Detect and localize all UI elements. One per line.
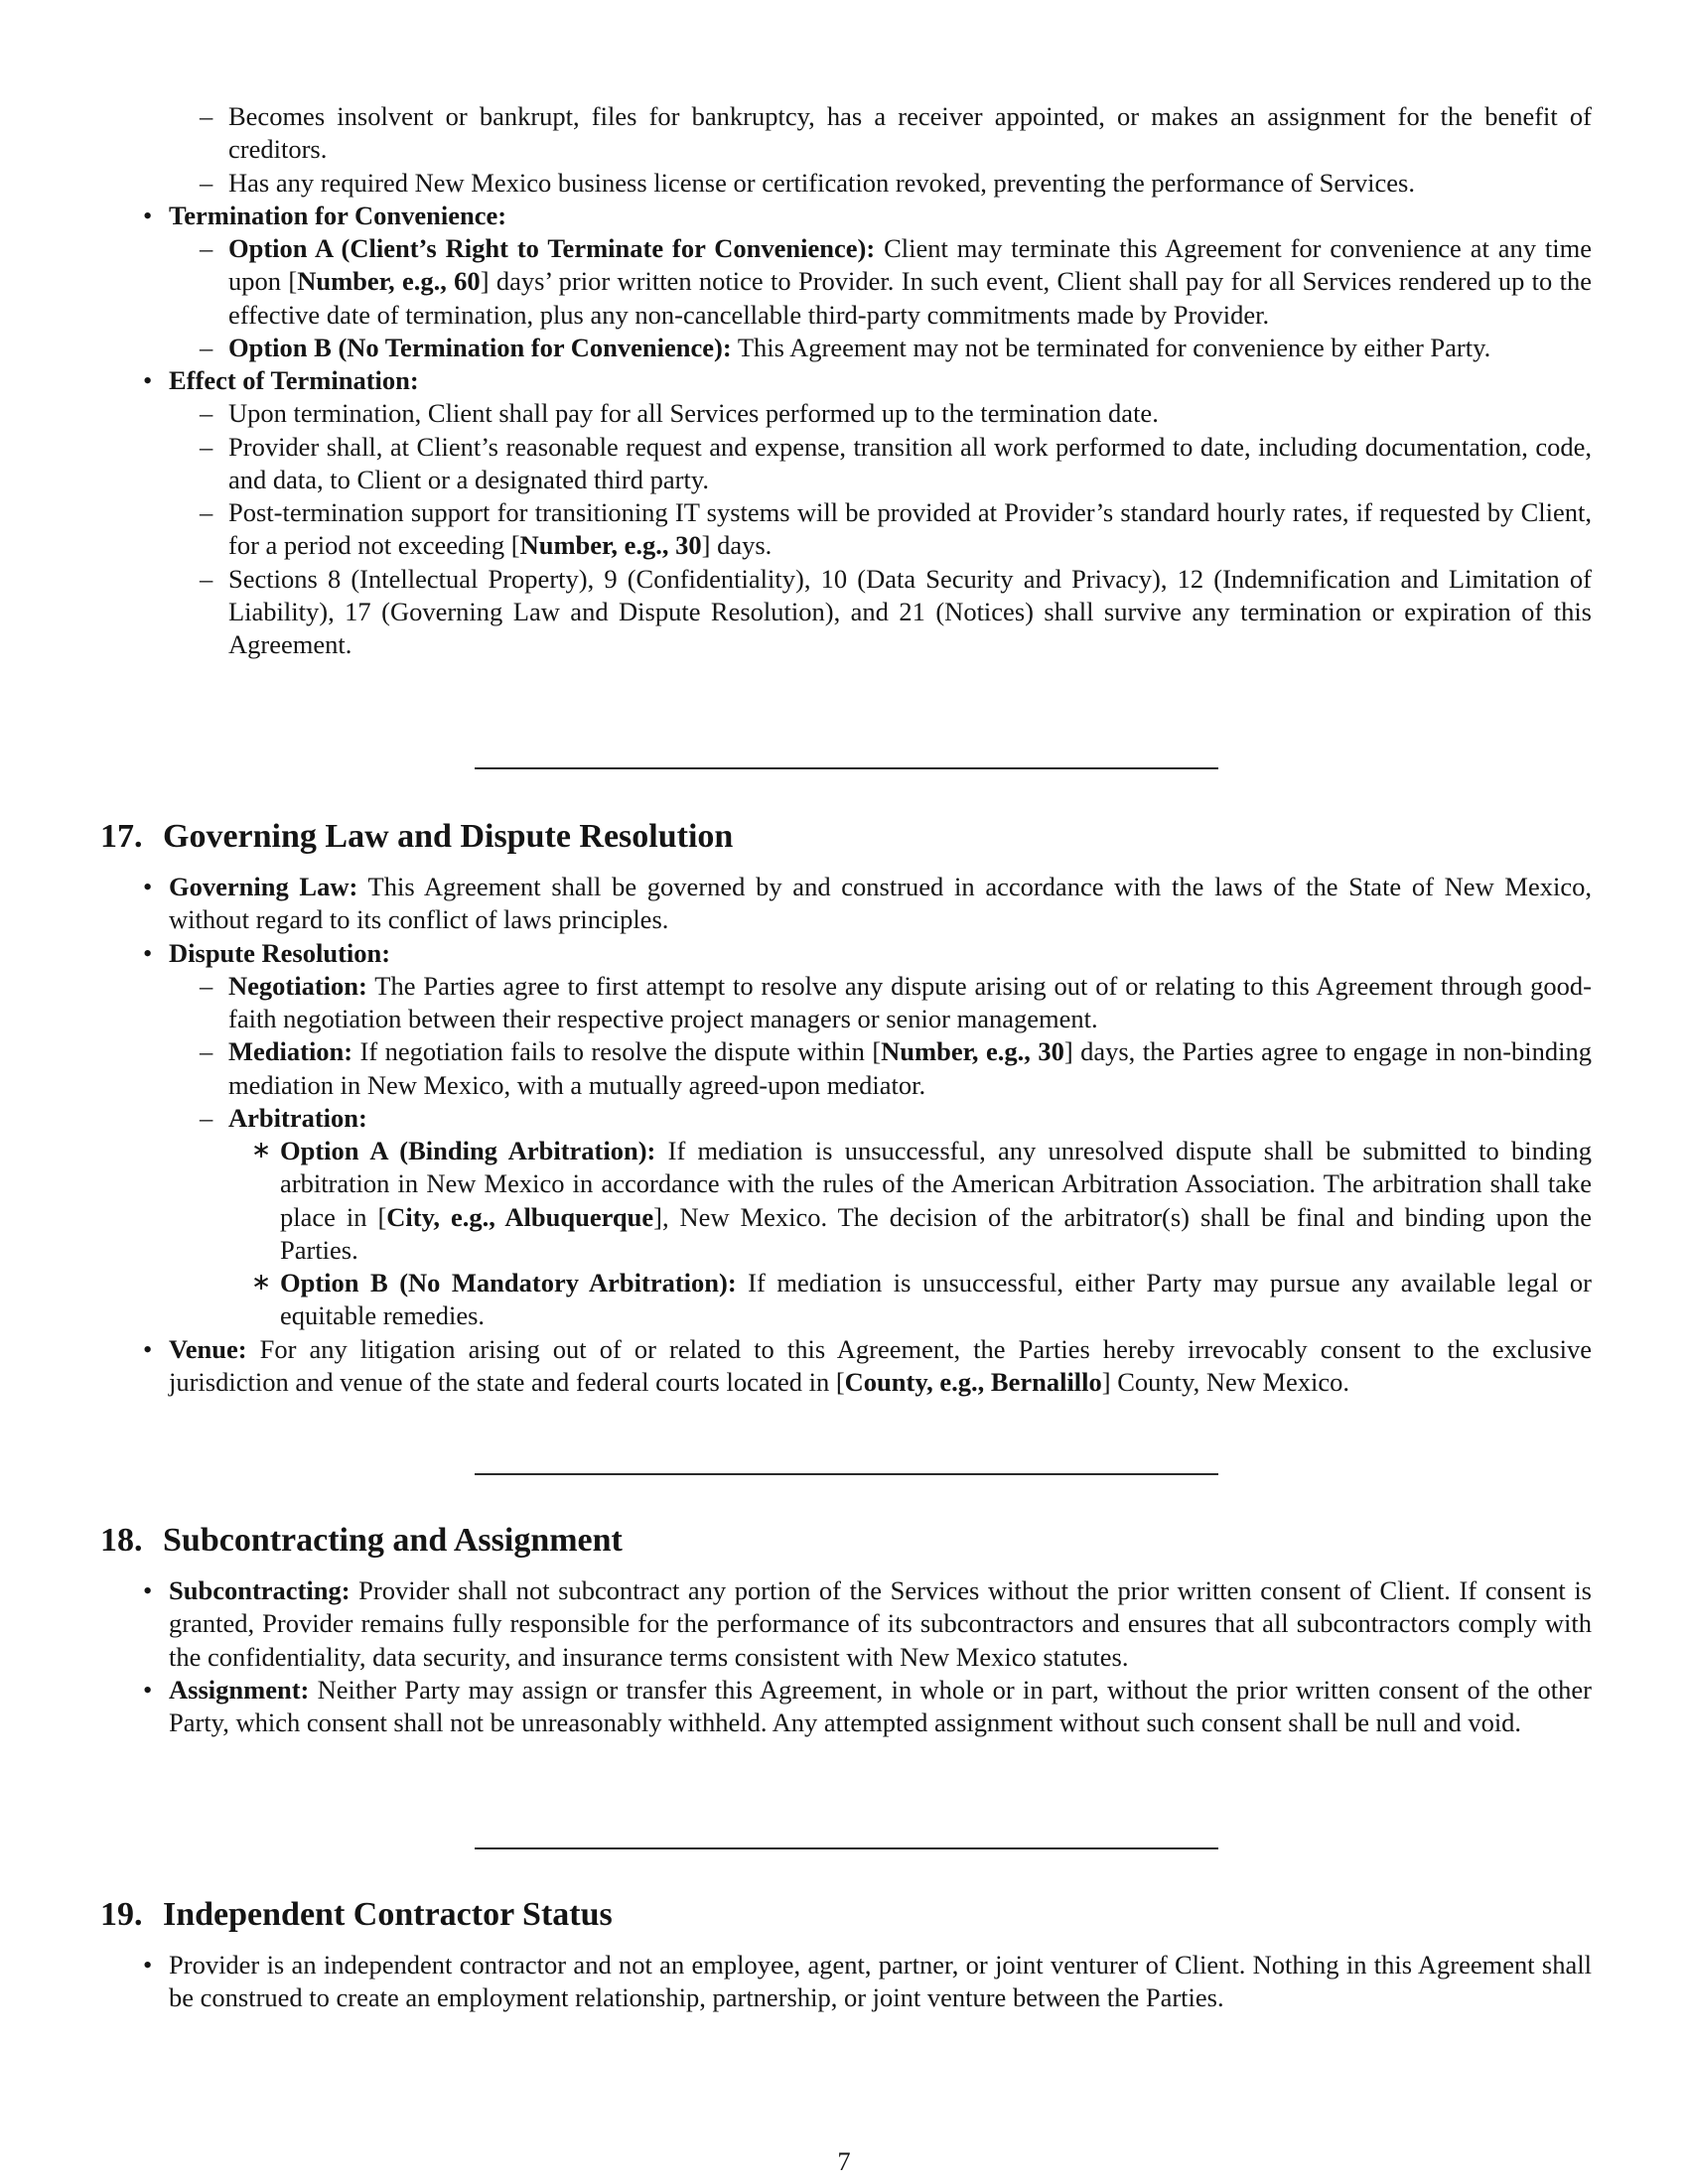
list-item-venue	[143, 1333, 1592, 1400]
item-text: The Parties agree to first attempt to resolve any dispute arising out of or relating to this Agreement through good-faith negotiation between their respective project managers or senior management.	[228, 970, 1592, 1033]
bullet-marker: •	[143, 1674, 153, 1705]
list-item-governing-law	[143, 871, 1592, 937]
dash-marker: –	[200, 101, 213, 131]
item-label: Option B (No Mandatory Arbitration):	[280, 1268, 737, 1297]
bullet-marker: •	[143, 365, 153, 395]
item-text: Post-termination support for transitioning IT systems will be provided at Provider’s standard hourly rates, if requested by Client, for a period not exceeding [	[228, 497, 1592, 561]
bullet-marker: •	[143, 200, 153, 230]
item-text: Has any required New Mexico business license or certification revoked, preventing the performance of Services.	[228, 167, 1415, 198]
item-label: Dispute Resolution:	[169, 937, 391, 968]
section-divider	[475, 1473, 1218, 1475]
dash-marker: –	[200, 497, 213, 527]
list-item-independent-contractor	[143, 1949, 1592, 2015]
item-label: Venue:	[169, 1333, 247, 1364]
item-text: Becomes insolvent or bankrupt, files for bankruptcy, has a receiver appointed, or makes an assignment for the benefit of creditors.	[228, 101, 1592, 165]
placeholder-field: City, e.g., Albuquerque	[386, 1201, 654, 1232]
item-text: Provider shall, at Client’s reasonable request and expense, transition all work performed to date, including documentation, code, and data, to Client or a designated third party.	[228, 431, 1592, 494]
item-text: Provider is an independent contractor and not an employee, agent, partner, or joint venturer of Client. Nothing in this Agreement shall be construed to create an employment relationship, partnership, or joint venture between the Parties.	[169, 1950, 1592, 2013]
list-item-assignment	[143, 1674, 1592, 1740]
section-number: 19.	[100, 1896, 143, 1933]
governing-law-list	[0, 871, 1592, 1399]
item-text: If mediation is unsuccessful, any unresolved dispute shall be submitted to binding arbitration in New Mexico in accordance with the rules of the American Arbitration Association. The arbitration shall take place in [	[280, 1136, 1592, 1232]
list-item-dispute-resolution	[143, 937, 1592, 970]
section-heading-18	[100, 1521, 1590, 1561]
list-item-option-b-convenience	[200, 332, 1592, 364]
dash-marker: –	[200, 167, 213, 198]
item-label: Governing Law:	[169, 872, 358, 901]
dash-marker: –	[200, 431, 213, 462]
item-label: Arbitration:	[228, 1102, 367, 1133]
section-number: 17.	[100, 818, 143, 855]
item-label: Negotiation:	[228, 970, 367, 1001]
section-title: Subcontracting and Assignment	[163, 1522, 623, 1559]
section-heading-17	[100, 817, 1590, 857]
dash-marker: –	[200, 1102, 213, 1133]
item-label: Option B (No Termination for Convenience):	[228, 332, 732, 362]
star-marker: ∗	[251, 1270, 272, 1296]
list-item-mediation	[200, 1035, 1593, 1102]
bullet-marker: •	[143, 1333, 153, 1364]
list-item-insolvency	[200, 100, 1592, 167]
section-divider	[475, 1847, 1218, 1849]
list-item-option-a-arbitration	[251, 1135, 1593, 1267]
dash-marker: –	[200, 563, 213, 594]
item-label: Mediation:	[228, 1036, 353, 1067]
dash-marker: –	[200, 233, 213, 263]
section-title: Independent Contractor Status	[163, 1896, 613, 1933]
list-item-post-termination-support	[200, 496, 1592, 563]
section-title: Governing Law and Dispute Resolution	[163, 818, 734, 855]
list-item-arbitration	[200, 1102, 1592, 1135]
section-heading-19	[100, 1895, 1590, 1935]
list-item-effect-of-termination	[143, 364, 1592, 397]
item-text: Neither Party may assign or transfer this Agreement, in whole or in part, without the prior written consent of the other Party, which consent shall not be unreasonably withheld. Any attempted assignment without such consent shall be null and void.	[169, 1674, 1592, 1737]
dash-marker: –	[200, 970, 213, 1001]
bullet-marker: •	[143, 937, 153, 968]
bullet-marker: •	[143, 1575, 153, 1605]
list-item-option-a-convenience	[200, 232, 1593, 332]
item-text: Client may terminate this Agreement for convenience at any time upon [	[228, 233, 1592, 297]
termination-continued-list	[0, 100, 1592, 661]
item-text: This Agreement shall be governed by and construed in accordance with the laws of the State of New Mexico, without regard to its conflict of laws principles.	[169, 872, 1592, 935]
section-number: 18.	[100, 1522, 143, 1559]
item-text: Provider shall not subcontract any portion of the Services without the prior written consent of Client. If consent is granted, Provider remains fully responsible for the performance of its subcontractors and ensures that all subcontractors comply with the confidentiality, data security, and insurance terms consistent with New Mexico statutes.	[169, 1575, 1592, 1672]
item-label: Option A (Binding Arbitration):	[280, 1136, 656, 1165]
list-item-payment	[200, 397, 1592, 430]
subcontracting-list	[0, 1574, 1592, 1739]
item-text: ], New Mexico. The decision of the arbitrator(s) shall be final and binding upon the Parties.	[280, 1201, 1593, 1265]
list-item-termination-for-convenience	[143, 200, 1592, 232]
item-text: If negotiation fails to resolve the dispute within [	[352, 1036, 882, 1067]
list-item-license-revoked	[200, 167, 1592, 200]
page-number: 7	[837, 2146, 851, 2176]
item-text: ] days’ prior written notice to Provider. In such event, Client shall pay for all Services rendered up to the effective date of termination, plus any non-cancellable third-party commitments made by Provider.	[228, 266, 1593, 330]
list-item-subcontracting	[143, 1574, 1592, 1674]
dash-marker: –	[200, 398, 213, 429]
item-text: If mediation is unsuccessful, either Party may pursue any available legal or equitable remedies.	[280, 1268, 1593, 1331]
star-marker: ∗	[251, 1138, 272, 1163]
item-text: For any litigation arising out of or related to this Agreement, the Parties hereby irrevocably consent to the exclusive jurisdiction and venue of the state and federal courts located in [	[169, 1333, 1592, 1397]
item-text: ] days, the Parties agree to engage in non-binding mediation in New Mexico, with a mutually agreed-upon mediator.	[228, 1036, 1593, 1100]
item-label: Assignment:	[169, 1674, 310, 1705]
dash-marker: –	[200, 332, 213, 362]
item-text: ] days.	[701, 530, 773, 561]
placeholder-field: Number, e.g., 30	[881, 1036, 1064, 1067]
item-label: Effect of Termination:	[169, 365, 419, 395]
list-item-survival	[200, 563, 1592, 662]
section-divider	[475, 767, 1218, 769]
item-text: Upon termination, Client shall pay for all Services performed up to the termination date.	[228, 398, 1159, 429]
item-label: Subcontracting:	[169, 1575, 351, 1605]
item-label: Option A (Client’s Right to Terminate for Convenience):	[228, 233, 876, 263]
item-text: ] County, New Mexico.	[1101, 1366, 1350, 1397]
placeholder-field: County, e.g., Bernalillo	[844, 1366, 1102, 1397]
item-label: Termination for Convenience:	[169, 200, 507, 230]
bullet-marker: •	[143, 1950, 153, 1979]
placeholder-field: Number, e.g., 30	[519, 530, 702, 561]
item-text: This Agreement may not be terminated for convenience by either Party.	[731, 332, 1491, 362]
placeholder-field: Number, e.g., 60	[297, 266, 481, 297]
list-item-transition	[200, 431, 1592, 497]
item-text: Sections 8 (Intellectual Property), 9 (Confidentiality), 10 (Data Security and Privacy), 12 (Indemnification and Limitation of Liability), 17 (Governing Law and Dispute Resolution), and 21 (Notices) shall survive any termination or expiration of this Agreement.	[228, 563, 1592, 659]
bullet-marker: •	[143, 872, 153, 901]
contractor-status-list	[0, 1949, 1592, 2015]
dash-marker: –	[200, 1036, 213, 1067]
list-item-option-b-arbitration	[251, 1267, 1593, 1333]
list-item-negotiation	[200, 970, 1592, 1036]
